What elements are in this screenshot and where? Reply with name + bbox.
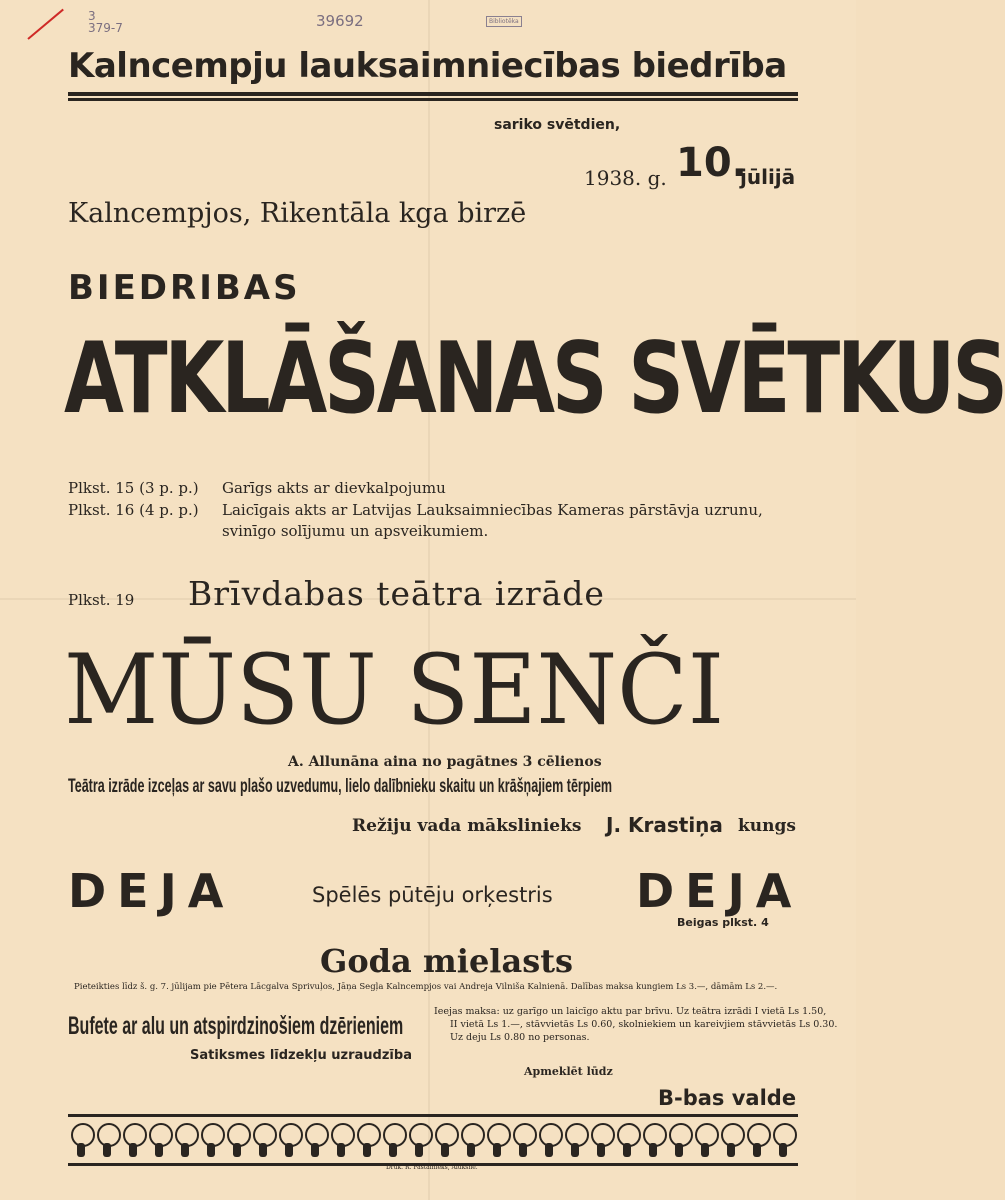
invite-text: Apmeklēt lūdz: [524, 1065, 613, 1078]
admission-line-3: Uz deju Ls 0.80 no personas.: [450, 1032, 590, 1043]
dance-left: DEJA: [68, 864, 235, 918]
play-subtitle: A. Allunāna aina no pagātnes 3 cēlienos: [288, 754, 602, 770]
admission-line-1: Ieejas maksa: uz garīgo un laicīgo aktu par brīvu. Uz teātra izrādi I vietā Ls 1.50,: [434, 1006, 827, 1017]
buffet-text: Bufete ar alu un atspirdzinošiem dzērieniem: [68, 1012, 404, 1040]
theatre-heading: Brīvdabas teātra izrāde: [188, 574, 605, 613]
program-time-2: Plkst. 16 (4 p. p.): [68, 501, 199, 519]
date-month: jūlijā: [740, 165, 796, 189]
play-title: MŪSU SENČI: [64, 634, 725, 746]
feast-details: Pieteikties līdz š. g. 7. jūlijam pie Pētera Lācgalva Sprivuļos, Jāņa Segļa Kalncempjos vai Andreja Vilniša Kalnienā. Dalības maksa kungiem Ls 3.—, dāmām Ls 2.—.: [74, 982, 778, 992]
program-text-2b: svinīgo solījumu un apsveikumiem.: [222, 522, 489, 540]
play-description: Teātra izrāde izceļas ar savu plašo uzvedumu, lielo dalībnieku skaitu un krāšņajiem tērpiem: [68, 776, 613, 797]
organization-title: Kalncempju lauksaimniecības biedrība: [68, 46, 787, 86]
orchestra-text: Spēlēs pūtēju orķestris: [312, 883, 553, 907]
director-prefix: Režiju vada mākslinieks: [352, 816, 582, 836]
dance-end-time: Beigas plkst. 4: [677, 916, 769, 929]
event-title: ATKLĀŠANAS SVĒTKUS: [64, 322, 1005, 436]
director-name: J. Krastiņa: [606, 813, 723, 837]
archive-code-center: 39692: [316, 12, 364, 30]
archive-code-left: 3 379-7: [88, 9, 123, 35]
arranges-text: sariko svētdien,: [494, 117, 621, 133]
director-suffix: kungs: [738, 816, 796, 836]
title-rule-bottom: [68, 98, 798, 101]
admission-line-2: II vietā Ls 1.—, stāvvietās Ls 0.60, skolniekiem un kareivjiem stāvvietās Ls 0.30.: [450, 1019, 838, 1030]
printer-imprint: Druk. R. Pastalnieks, Alūksnē.: [386, 1164, 478, 1171]
location: Kalncempjos, Rikentāla kga birzē: [68, 198, 527, 229]
feast-heading: Goda mielasts: [320, 942, 573, 980]
event-line1: BIEDRIBAS: [68, 268, 301, 308]
transport-text: Satiksmes līdzekļu uzraudzība: [190, 1048, 412, 1063]
ornamental-border: [68, 1114, 798, 1166]
library-stamp: Bibliotēka: [486, 16, 522, 27]
program-time-1: Plkst. 15 (3 p. p.): [68, 479, 199, 497]
theatre-time: Plkst. 19: [68, 591, 135, 609]
program-text-1: Garīgs akts ar dievkalpojumu: [222, 479, 446, 497]
program-text-2: Laicīgais akts ar Latvijas Lauksaimniecības Kameras pārstāvja uzrunu,: [222, 501, 763, 519]
red-pencil-mark: [27, 9, 64, 40]
signature: B-bas valde: [658, 1086, 797, 1110]
dance-right: DEJA: [636, 864, 803, 918]
date-year: 1938. g.: [584, 166, 667, 190]
title-rule-top: [68, 92, 798, 96]
date-day: 10.: [676, 140, 747, 186]
